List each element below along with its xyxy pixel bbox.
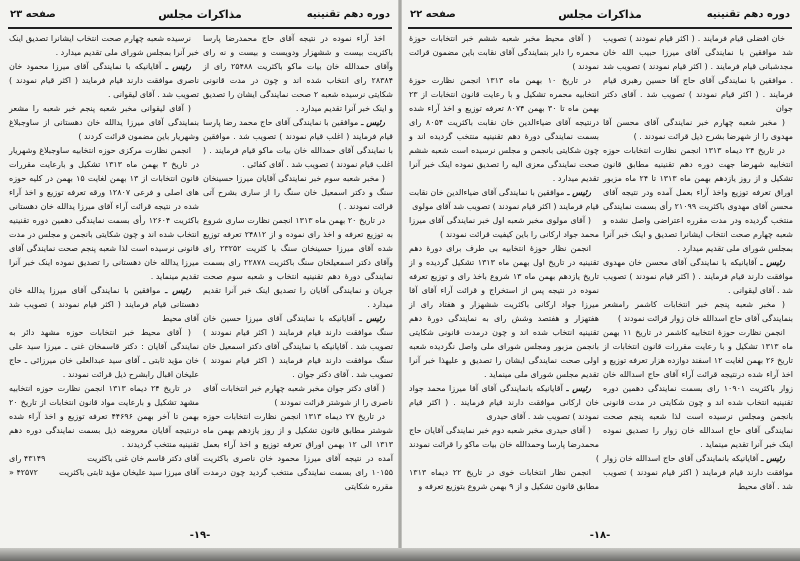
paragraph-text: نرسیده شعبه چهارم صحت انتخاب ایشانرا تصدیق اینک خبر آنرا بمجلس شورای ملی تقدیم میدارد . — [9, 34, 199, 57]
folio-number: -۱۹- — [189, 530, 211, 541]
paragraph — [603, 326, 793, 452]
paragraph-text: اخذ آراء نموده در نتیجه آقای حاج محمدرضا پارسا باکثریت بیست و ششهزار ودویست و بیست و نه رای وآقای حمدالله خان بیات ماکو باکثریت ۲۵۴۸۸ رای از ۲۸۳۸۴ رای انتخاب شده اند و چون در مدت قانونی شکایتی نرسیده شعبه ۲ صحت نمایندگی ایشان را تصدیق و اینک خبر آنرا تقدیم میدارد . — [203, 34, 393, 113]
speaker-label: رئیس ـ — [361, 118, 385, 127]
vote-result-row — [9, 466, 199, 480]
paragraph-text: ( آقای دکتر جوان مخبر شعبه چهارم خبر انتخابات آقای ناصری را از شوشتر قرائت نمودند ) — [203, 384, 393, 407]
paragraph — [203, 116, 393, 172]
paragraph-text: در تاریخ ۲۴ دیماه ۱۳۱۳ انجمن نظارت حوزه انتخابیه مشهد تشکیل و بارعایت مواد قانون انتخابات از تاریخ ۲۰ بهمن تا آخر بهمن ۴۴۶۹۶ تعرفه توزیع و اخذ آراء شده درنتیجه آقایان معروضه ذیل بسمت نمایندگی دوره دهم تقنینیه منتخب گردیدند . — [9, 384, 199, 449]
paragraph-text: آقایانیکه با نمایندگی آقای محسن خان مهدوی موافقت دارند قیام فرمایند . ( اکثر قیام نمودند ) تصویب شد . آقای لیقوانی . — [603, 258, 793, 295]
vote-result-row — [9, 452, 199, 466]
page-header — [410, 9, 790, 25]
paragraph — [603, 452, 793, 494]
paragraph — [409, 74, 599, 186]
text-column — [9, 32, 199, 480]
text-column — [603, 32, 793, 494]
paragraph-text: انجمن نظارت حوزهٔ انتخابیه کاشمر در تاریخ ۱۱ بهمن ماه ۱۳۱۳ تشکیل و با رعایت مقررات قانون انتخابات از تاریخ ۲۶ بهمن لغایت ۱۲ اسفند دوازده هزار تعرفه توزیع و اخذ آراء شده درنتیجه قرائت آراء آقای حاج اسدالله خان زوار باکثریت ۱۰۹۰۱ رای بسمت نمایندگی دهمین دوره تقنینیه انتخاب شده اند و چون شکایتی در مدت قانونی بانجمن ومجلس نرسیده است لذا شعبه پنجم صحت نمایندگی آقای حاج اسدالله خان زوار را تصدیق نموده اینک خبر آنرا تقدیم مینماید . — [603, 328, 794, 449]
vote-count: ۴۲۵۷۲ « — [9, 468, 38, 477]
paragraph-text: ( آقای محیط خبر انتخابات حوزه مشهد دائر به نمایندگی آقایان : دکتر قاسمخان غنی ـ میرزا سید علی خان مؤید ثابتی ـ آقای سید عبدالعلی خان میرزائی ـ حاج علیخان اقبال رابشرح ذیل قرائت نمودند . — [9, 328, 199, 379]
paragraph — [409, 32, 599, 74]
paragraph-text: آقایانیکه بانمایندگی آقای حاج اسدالله خان زوار موافقت دارند قیام فرمایند ( اکثر قیام نمودند ) تصویب شد . آقای محیط — [603, 454, 793, 491]
speaker-label: رئیس ـ — [359, 314, 386, 323]
running-title: مذاکرات مجلس — [558, 8, 642, 21]
session-label: دوره دهم تقنینیه — [306, 9, 390, 20]
paragraph — [203, 312, 393, 382]
header-rule — [8, 27, 392, 29]
paragraph — [603, 116, 793, 144]
paragraph — [9, 382, 199, 452]
vote-count: ۴۳۱۴۹ رای — [9, 454, 46, 463]
paragraph — [409, 186, 599, 214]
text-column — [409, 32, 599, 494]
paragraph — [409, 214, 599, 242]
session-label: دوره دهم تقنینیه — [706, 9, 790, 20]
paragraph — [203, 410, 393, 494]
speaker-label: رئیس ـ — [567, 188, 591, 197]
page-22 — [400, 0, 800, 553]
paragraph-text: ( آقای حیدری مخبر شعبه دوم خبر نمایندگی آقایان حاج محمدرضا پارسا وحمدالله خان بیات ماکو را قرائت نمودند ) — [409, 426, 599, 463]
paragraph — [203, 172, 393, 214]
paragraph-text: ( آقای مولوی مخبر شعبه اول خبر نمایندگی آقای میرزا محمد جواد ارکانی را باین کیفیت قرائت نمودند ) — [409, 216, 599, 239]
paragraph — [9, 326, 199, 382]
paragraph-text: در تاریخ ۲۴ دیماه ۱۳۱۳ انجمن نظارت انتخابات حوزه انتخابیه شهرضا جهت دوره دهم تقنینیه مطابق قانون تشکیل و از روز یازدهم بهمن ماه ۱۳۱۳ تا ۲۴ ماه مزبور اوراق تعرفه توزیع واخذ آراء بعمل آمده ودر نتیجه آقای محسن آقای مهدوی باکثریت ۲۱۰۹۹ رأی بسمت نمایندگی منتخب گردیده ودر مدت مقرره اعتراضی واصل نشده و شعبه چهارم صحت انتخاب ایشانرا تصدیق و اینک خبر آنرا بمجلس شورای ملی تقدیم میدارد . — [603, 146, 793, 253]
paragraph-text: آقایانیکه بانمایندگی آقای آقا میرزا محمد جواد خان ارکانی موافقت دارند قیام فرمایند . ( اکثر قیام نمودند ) تصویب شد . آقای حیدری — [409, 384, 599, 421]
paragraph — [409, 242, 599, 382]
paragraph-text: انجمن نظار انتخابات خوی در تاریخ ۲۲ دیماه ۱۳۱۳ مطابق قانون تشکیل و از ۹ بهمن شروع بتوزیع تعرفه و — [409, 468, 599, 491]
paragraph — [409, 382, 599, 424]
page-header — [10, 9, 390, 25]
paragraph-text: ( مخبر شعبه سوم خبر نمایندگی آقایان میرزا حسینخان سنگ و دکتر اسمعیل خان سنگ را از ساری بشرح آتی قرائت نمودند . ) — [203, 174, 393, 211]
paragraph-text: ( مخبر شعبه چهارم خبر نمایندگی آقای محسن آقا مهدوی را از شهرضا بشرح ذیل قرائت نمودند . ) — [603, 118, 793, 141]
speaker-label: رئیس ـ — [165, 62, 191, 71]
paragraph-text: در تاریخ ۲۷ دیماه ۱۳۱۳ انجمن نظارت انتخابات حوزه شوشتر مطابق قانون تشکیل و از روز یازدهم بهمن ماه ۱۳۱۳ الی ۱۲ بهمن اوراق تعرفه توزیع و اخذ آراء بعمل آمده در نتیجه آقای میرزا محمود خان ناصری باکثریت ۱۰۱۵۵ رای بسمت نمایندگی منتخب گردید چون درمدت مقرره شکایتی — [203, 412, 393, 491]
candidate-name: آقای میرزا سید علیخان مؤید ثابتی باکثریت — [58, 468, 199, 477]
speaker-label: رئیس ـ — [566, 384, 591, 393]
paragraph — [9, 144, 199, 284]
paragraph — [603, 32, 793, 116]
paragraph-text: موافقین با نمایندگی آقای ضیاءالدین خان نقابت قیام فرمایند ( اکثر قیام نمودند ) تصویب شد آقای مولوی — [409, 188, 599, 211]
paragraph-text: آقایانیکه با نمایندگی آقای میرزا محمود خان ناصری موافقت دارند قیام فرمایند ( اکثر قیام نمودند ) تصویب شد . آقای لیقوانی . — [9, 62, 199, 99]
page-23 — [0, 0, 400, 553]
paragraph-text: انجمن نظار حوزهٔ انتخابیه بی طرف برای دورهٔ دهم تقنینیه در تاریخ اول بهمن ماه ۱۳۱۳ تشکیل گردیده و از تاریخ یازدهم بهمن ماه ۱۳ شروع باخذ رای و توزیع تعرفه نموده در نتیجه پس از استخراج و قرائت آراء آقای آقا میرزا جواد ارکانی باکثریت ششهزار و هفتاد رای از هفتهزار و هفتصد وشش رای به نمایندگی دورهٔ دهم تقنینیه انتخاب شده اند و چون درمدت قانونی شکایتی بانجمن مزبور ومجلس شورای ملی واصل نگردیده شعبه اولی صحت نمایندگی ایشان را تصدیق و علیهذا خبر آنرا تقدیم مجلس شورای ملی مینماید . — [409, 244, 599, 379]
paragraph-text: ( آقای محیط مخبر شعبه ششم خبر انتخابات حوزهٔ محمره را دایر بنمایندگی آقای نقابت باین مضمون قرائت نمودند ) — [409, 34, 599, 71]
text-column — [203, 32, 393, 494]
paragraph — [603, 144, 793, 256]
paragraph — [203, 32, 393, 116]
header-rule — [408, 27, 792, 29]
paragraph-text: موافقین با نمایندگی آقای حاج محمد رضا پارسا قیام فرمایند ( اغلب قیام نمودند ) تصویب شد . موافقین با نمایندگی آقای حمدالله خان بیات ماکو قیام فرمایند . ( اغلب قیام نمودند ) تصویب شد . آقای کفائی . — [203, 118, 393, 169]
paragraph-text: در تاریخ ۱۰ بهمن ماه ۱۳۱۳ انجمن نظارت حوزهٔ انتخابیه محمره تشکیل و با رعایت قانون انتخابات از ۲۳ بهمن ماه تا ۳۰ بهمن ۸۰۷۴ تعرفه توزیع و اخذ آراء شده درنتیجه آقای ضیاءالدین خان نقابت باکثریت ۸۰۵۴ رای بسمت نمایندگی دورهٔ دهم تقنینیه منتخب گردیده اند و چون شکایتی بانجمن و مجلس نرسیده است شعبه ششم صحت نمایندگی معزی الیه را تصدیق نموده اینک خبر آنرا تقدیم میدارد . — [409, 76, 600, 183]
paragraph — [603, 256, 793, 298]
folio-number: -۱۸- — [589, 530, 611, 541]
page-edge-shadow — [0, 548, 800, 561]
page-number-label: صفحه ۲۲ — [410, 9, 456, 20]
speaker-label: رئیس ـ — [760, 454, 785, 463]
paragraph-text: انجمن نظارت مرکزی حوزه انتخابیه ساوجبلاغ وشهریار در تاریخ ۳ بهمن ماه ۱۳۱۳ تشکیل و بارعایت مقررات قانون انتخابات از ۱۳ بهمن لغایت ۱۵ بهمن در کلیه حوزه های اصلی و فرعی ۱۲۸۰۷ ورقه تعرفه توزیع و اخذ آراء شده در نتیجه قرائت آراء آقای میرزا یدالله خان دهستانی باکثریت ۱۲۶۰۴ رأی بسمت نمایندگی دهمین دوره تقنینیه انتخاب شده اند و چون شکایتی بانجمن و مجلس در مدت قانونی نرسیده است لذا شعبه پنجم صحت نمایندگی آقای میرزا یدالله خان دهستانی را تصدیق نموده اینک خبر آنرا تقدیم مینماید . — [9, 146, 200, 281]
paragraph-text: در تاریخ ۲۰ بهمن ماه ۱۳۱۳ انجمن نظارت ساری شروع به توزیع تعرفه و اخذ رای نموده و از ۲۴۸۱۲ تعرفه توزیع شده آقای میرزا حسینخان سنگ با کثریت ۲۳۲۵۲ رای وآقای دکتر اسمعیلخان سنگ باکثریت ۲۲۸۷۸ رای بسمت نمایندگی دورهٔ دهم تقنینیه انتخاب و شعبه سوم صحت جریان و نمایندگی آقایان را تصدیق اینک خبر آنرا تقدیم میدارد . — [203, 216, 394, 309]
paragraph-text: ( آقای لیقوانی مخبر شعبه پنجم خبر شعبه را مشعر بنمایندگی آقای میرزا یدالله خان دهستانی از ساوجبلاغ وشهریار باین مضمون قرائت کردند ) — [9, 104, 199, 141]
paragraph-text: آقایانیکه با نمایندگی آقای میرزا حسین خان سنگ موافقت دارند قیام فرمایند ( اکثر قیام نمودند ) تصویب شد . آقایانیکه با نمایندگی آقای دکتر اسمعیل خان سنگ موافقت دارند قیام فرمایند ( اکثر قیام نمودند ) تصویب شد . آقای دکتر جوان . — [203, 314, 393, 379]
paragraph — [409, 424, 599, 466]
speaker-label: رئیس ـ — [165, 286, 191, 295]
paragraph — [9, 102, 199, 144]
paragraph — [203, 382, 393, 410]
candidate-name: آقای دکتر قاسم خان غنی باکثریت — [87, 454, 199, 463]
paragraph-text: موافقین با نمایندگی آقای میرزا یدالله خان دهستانی قیام فرمایند ( اکثر قیام نمودند ) تصویب شد آقای محیط — [9, 286, 199, 323]
paragraph — [203, 214, 393, 312]
page-number-label: صفحه ۲۳ — [10, 9, 56, 20]
paragraph — [409, 466, 599, 494]
paragraph — [9, 60, 199, 102]
running-title: مذاکرات مجلس — [158, 8, 242, 21]
speaker-label: رئیس ـ — [760, 258, 786, 267]
paragraph — [9, 32, 199, 60]
paragraph — [9, 284, 199, 326]
paragraph-text: خان افضلی قیام فرمایند . ( اکثر قیام نمودند ) تصویب شد موافقین با نمایندگی آقای میرزا حبیب الله خان مجدشبانی قیام فرمایند . ( اکثر قیام نمودند ) تصویب شد . موافقین با نمایندگی آقای حاج آقا حسین رهبری قیام فرمایند . ( اکثر قیام نمودند ) تصویب شد . آقای دکتر جوان — [603, 34, 793, 113]
paragraph — [603, 298, 793, 326]
paragraph-text: ( مخبر شعبه پنجم خبر انتخابات کاشمر رامشعر بنمایندگی آقای حاج اسدالله خان زوار قرائت نمودند ) — [603, 300, 793, 323]
